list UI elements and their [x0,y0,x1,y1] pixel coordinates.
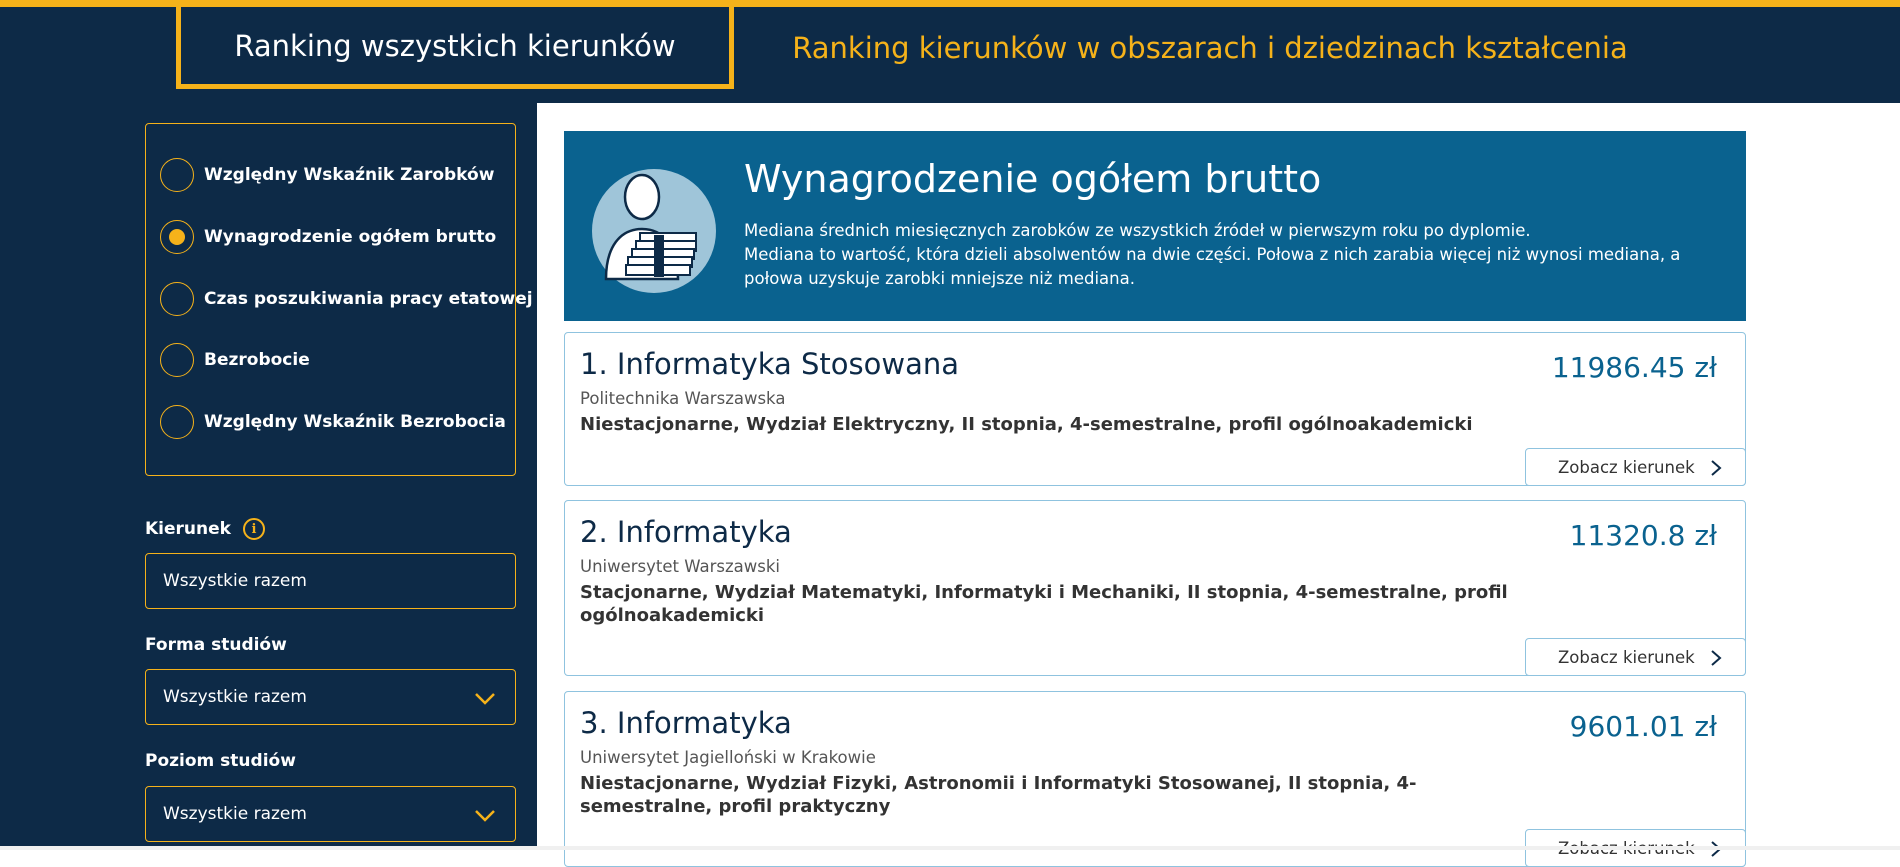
tab-areas-and-fields[interactable]: Ranking kierunków w obszarach i dziedzinach kształcenia [792,31,1628,65]
top-accent-bar [0,0,1900,7]
program-details: Niestacjonarne, Wydział Elektryczny, II stopnia, 4-semestralne, profil ogólnoakademicki [580,414,1473,435]
metric-option-label: Względny Wskaźnik Zarobków [204,165,495,185]
filter-label-poziom [145,751,296,771]
bottom-border [0,846,1900,850]
metric-option-relative-unemployment[interactable] [160,403,506,441]
metric-option-gross-salary[interactable] [160,218,496,256]
see-program-button[interactable] [1525,448,1746,486]
program-title: 3. Informatyka [580,706,792,740]
metric-option-label: Wynagrodzenie ogółem brutto [204,227,497,247]
salary-value: 11986.45 zł [1551,351,1717,384]
radio-button[interactable] [160,282,194,316]
program-details: Stacjonarne, Wydział Matematyki, Informatyki i Mechaniki, II stopnia, 4-semestralne, profil ogólnoakademicki [580,582,1508,626]
salary-value: 9601.01 zł [1569,710,1717,743]
radio-dot [169,229,185,245]
program-details: Niestacjonarne, Wydział Fizyki, Astronomii i Informatyki Stosowanej, II stopnia, 4-semestralne, profil praktyczny [580,773,1417,817]
metric-description-line: Mediana to wartość, która dzieli absolwentów na dwie części. Połowa z nich zarabia więcej niż wynosi mediana, a połowa uzyskuje zarobki mniejsze niż mediana. [744,245,1681,288]
poziom-select[interactable] [145,786,516,842]
result-card [564,500,1746,676]
metric-option-job-search-time[interactable] [160,280,533,318]
metric-option-relative-earnings[interactable] [160,156,494,194]
university-name: Uniwersytet Jagielloński w Krakowie [580,748,876,767]
radio-button-selected[interactable] [160,220,194,254]
chevron-down-icon [473,686,497,710]
salary-value: 11320.8 zł [1569,519,1717,552]
filter-label-text: Poziom studiów [145,751,296,771]
filter-label-forma [145,635,287,655]
result-card [564,332,1746,486]
metric-selector [145,123,533,476]
metric-option-label: Względny Wskaźnik Bezrobocia [204,412,506,432]
metric-description-line: Mediana średnich miesięcznych zarobków ze wszystkich źródeł w pierwszym roku po dyplomie. [744,221,1531,240]
person-with-money-icon [592,169,716,293]
see-program-label: Zobacz kierunek [1558,457,1695,477]
radio-button[interactable] [160,405,194,439]
kierunek-value: Wszystkie razem [163,571,307,591]
forma-select[interactable] [145,669,516,725]
chevron-right-icon [1709,649,1723,667]
metric-option-label: Bezrobocie [204,350,310,370]
salary-person-icon [592,169,716,293]
metric-title: Wynagrodzenie ogółem brutto [744,157,1322,201]
header [0,7,1900,103]
metric-description-banner [564,131,1746,321]
radio-button[interactable] [160,343,194,377]
metric-option-unemployment[interactable] [160,341,310,379]
filter-label-kierunek [145,518,265,540]
filter-label-text: Forma studiów [145,635,287,655]
chevron-down-icon [473,803,497,827]
radio-button[interactable] [160,158,194,192]
info-icon[interactable]: i [243,518,265,540]
see-program-button[interactable] [1525,638,1746,676]
result-card [564,691,1746,867]
tab-all-programs[interactable]: Ranking wszystkich kierunków [176,7,734,89]
metric-description [744,219,1734,291]
program-title: 2. Informatyka [580,515,792,549]
chevron-right-icon [1709,459,1723,477]
program-title: 1. Informatyka Stosowana [580,347,960,381]
metric-option-label: Czas poszukiwania pracy etatowej [204,289,533,309]
kierunek-input[interactable] [145,553,516,609]
sidebar [0,103,537,846]
university-name: Uniwersytet Warszawski [580,557,780,576]
poziom-value: Wszystkie razem [163,804,307,824]
see-program-label: Zobacz kierunek [1558,647,1695,667]
forma-value: Wszystkie razem [163,687,307,707]
filter-label-text: Kierunek [145,519,231,539]
university-name: Politechnika Warszawska [580,389,786,408]
